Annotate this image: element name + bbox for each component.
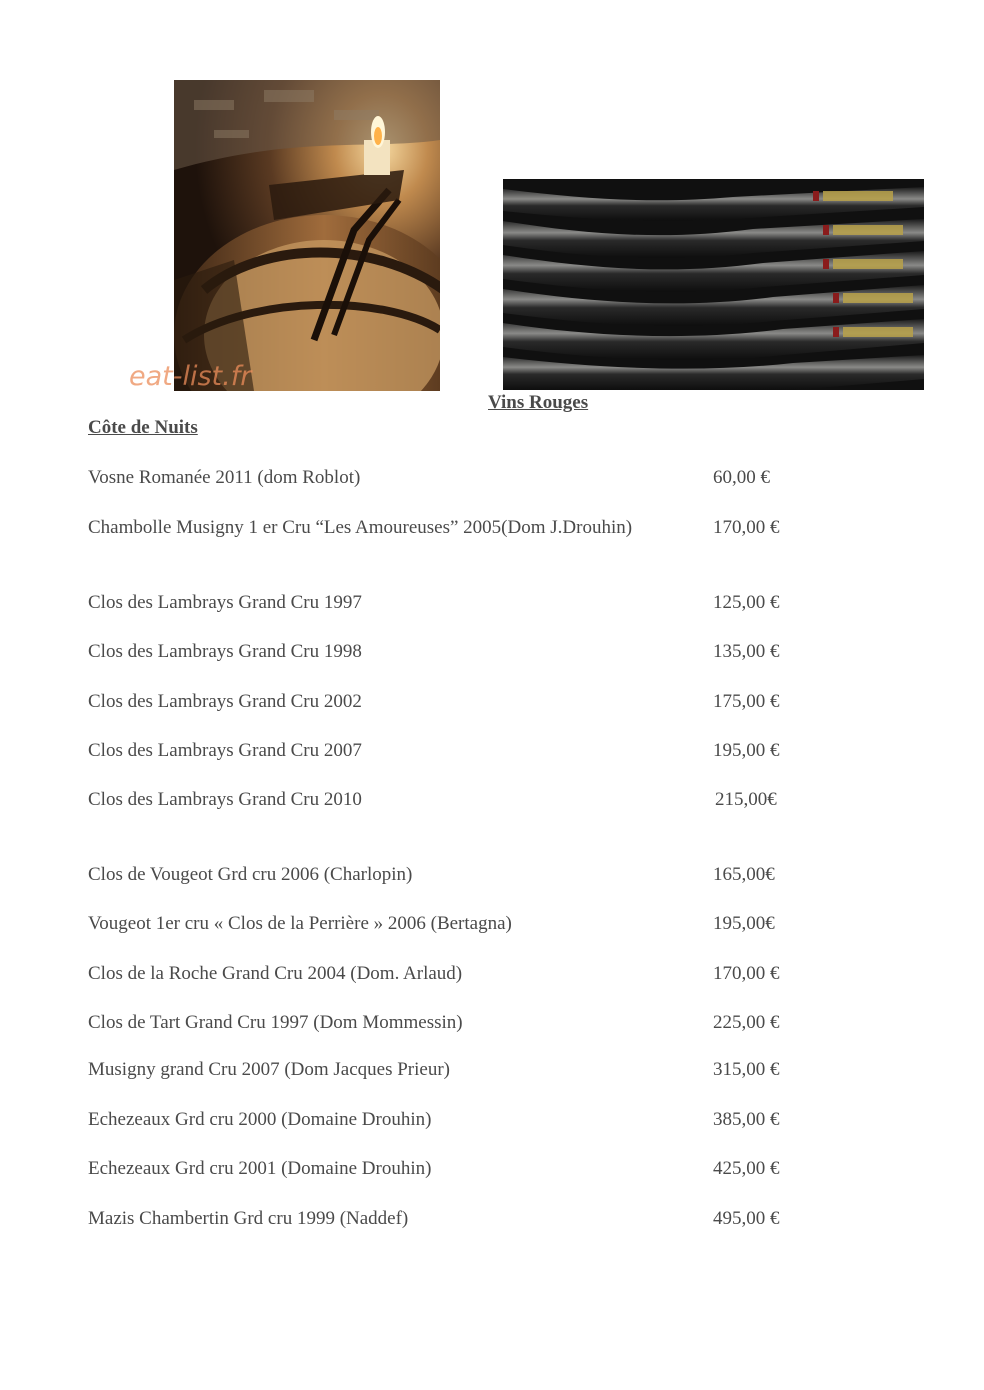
wine-name: Echezeaux Grd cru 2001 (Domaine Drouhin) <box>88 1158 432 1179</box>
wine-price: 175,00 € <box>713 691 780 712</box>
wine-row <box>88 787 808 813</box>
wine-price: 495,00 € <box>713 1208 780 1229</box>
wine-name: Vosne Romanée 2011 (dom Roblot) <box>88 467 361 488</box>
wine-name: Clos des Lambrays Grand Cru 2007 <box>88 740 362 761</box>
wine-price: 135,00 € <box>713 641 780 662</box>
wine-name: Mazis Chambertin Grd cru 1999 (Naddef) <box>88 1208 409 1229</box>
wine-row <box>88 961 808 987</box>
wine-row <box>88 465 808 491</box>
wine-price: 195,00€ <box>713 913 775 934</box>
wine-row <box>88 1010 808 1036</box>
wine-price: 385,00 € <box>713 1109 780 1130</box>
wine-name: Musigny grand Cru 2007 (Dom Jacques Prieur) <box>88 1059 451 1080</box>
wine-price: 170,00 € <box>713 517 780 538</box>
wine-price: 195,00 € <box>713 740 780 761</box>
wine-name: Clos des Lambrays Grand Cru 2010 <box>88 789 362 810</box>
section-title: Vins Rouges <box>488 392 589 413</box>
wine-price: 315,00 € <box>713 1059 780 1080</box>
wine-name: Echezeaux Grd cru 2000 (Domaine Drouhin) <box>88 1109 432 1130</box>
wine-row <box>88 590 808 616</box>
wine-price: 165,00€ <box>713 864 775 885</box>
wine-price: 170,00 € <box>713 963 780 984</box>
wine-row <box>88 1057 808 1083</box>
wine-price: 215,00€ <box>715 789 777 810</box>
wine-row <box>88 911 808 937</box>
wine-name: Clos des Lambrays Grand Cru 2002 <box>88 691 362 712</box>
wine-row <box>88 1206 808 1232</box>
wine-row <box>88 639 808 665</box>
wine-name: Chambolle Musigny 1 er Cru “Les Amoureuses” 2005(Dom J.Drouhin) <box>88 517 633 538</box>
watermark-text: eat-list.fr <box>129 361 252 392</box>
wine-row <box>88 515 808 541</box>
wine-name: Clos de la Roche Grand Cru 2004 (Dom. Arlaud) <box>88 963 463 984</box>
wine-name: Clos des Lambrays Grand Cru 1998 <box>88 641 362 662</box>
bottles-photo <box>503 179 924 390</box>
wine-price: 225,00 € <box>713 1012 780 1033</box>
wine-row <box>88 738 808 764</box>
wine-name: Clos de Tart Grand Cru 1997 (Dom Mommessin) <box>88 1012 463 1033</box>
wine-row <box>88 1156 808 1182</box>
wine-price: 60,00 € <box>713 467 770 488</box>
region-title: Côte de Nuits <box>88 417 198 438</box>
wine-row <box>88 689 808 715</box>
wine-name: Clos des Lambrays Grand Cru 1997 <box>88 592 362 613</box>
wine-price: 425,00 € <box>713 1158 780 1179</box>
cellar-photo <box>174 80 440 391</box>
wine-price: 125,00 € <box>713 592 780 613</box>
wine-row <box>88 862 808 888</box>
wine-name: Vougeot 1er cru « Clos de la Perrière » 2006 (Bertagna) <box>88 913 512 934</box>
wine-row <box>88 1107 808 1133</box>
wine-name: Clos de Vougeot Grd cru 2006 (Charlopin) <box>88 864 413 885</box>
